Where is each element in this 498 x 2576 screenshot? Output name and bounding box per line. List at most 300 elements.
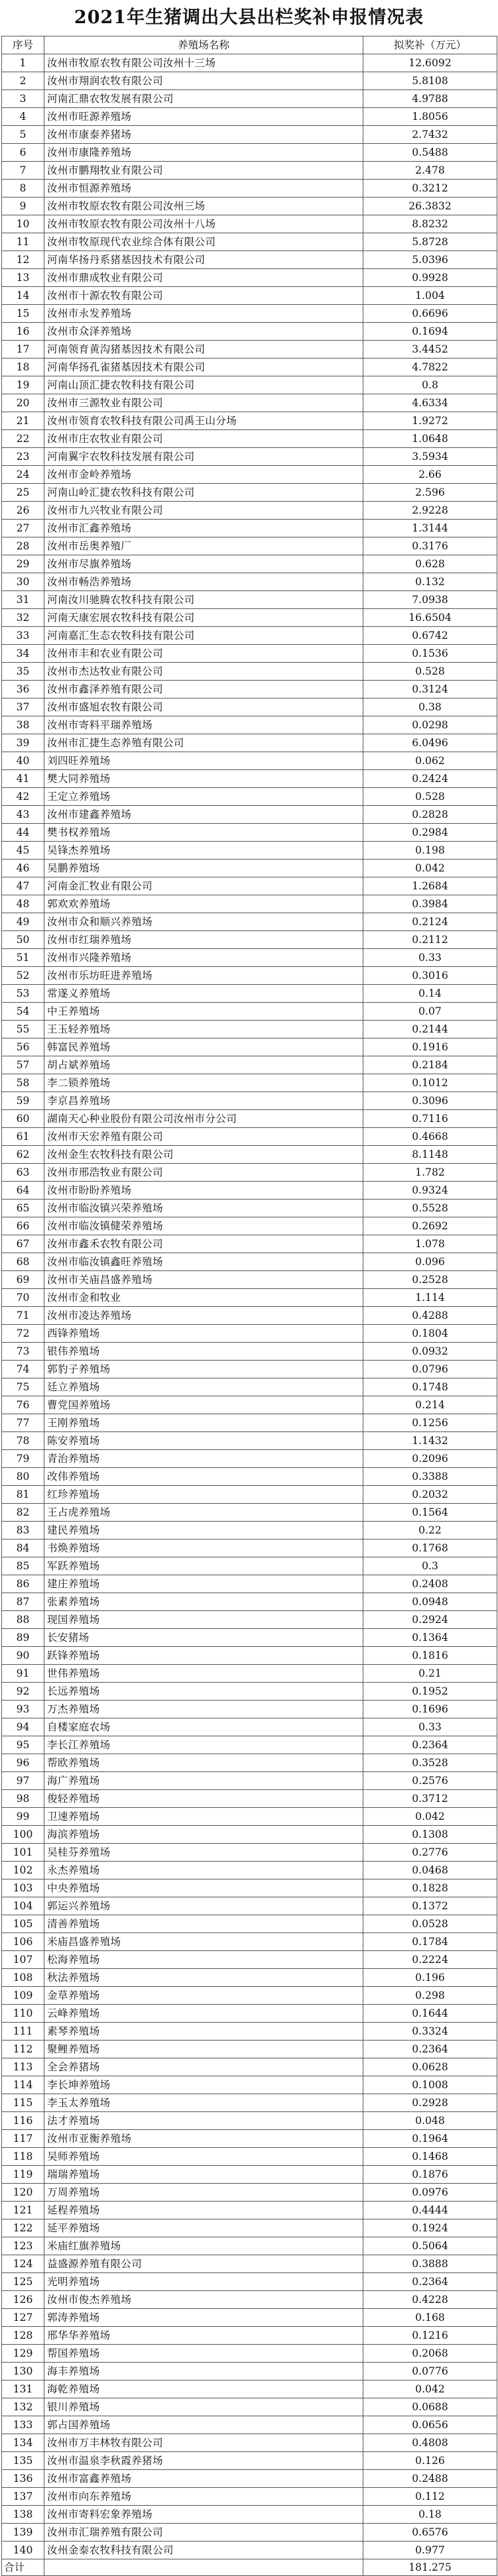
subsidy-amount: 0.3388 [363, 1468, 497, 1486]
table-row [2, 2488, 497, 2506]
subsidy-amount: 0.2984 [363, 824, 497, 842]
farm-name: 汝州市十源农牧有限公司 [44, 287, 363, 305]
row-number: 130 [2, 2363, 44, 2380]
subsidy-amount: 0.0468 [363, 1862, 497, 1879]
row-number: 73 [2, 1343, 44, 1361]
subsidy-amount: 0.3528 [363, 1754, 497, 1772]
table-row [2, 162, 497, 180]
subsidy-amount: 0.062 [363, 752, 497, 770]
table-row [2, 913, 497, 931]
table-row [2, 1110, 497, 1128]
farm-name: 廷立养殖场 [44, 1378, 363, 1396]
farm-name: 韩富民养殖场 [44, 1038, 363, 1056]
table-row [2, 1808, 497, 1826]
row-number: 88 [2, 1611, 44, 1629]
table-row [2, 1343, 497, 1361]
subsidy-amount: 0.0796 [363, 1361, 497, 1378]
table-row [2, 2112, 497, 2130]
row-number: 110 [2, 2005, 44, 2023]
table-row [2, 591, 497, 609]
subsidy-amount: 0.1916 [363, 1038, 497, 1056]
table-row [2, 90, 497, 108]
row-number: 136 [2, 2470, 44, 2488]
subsidy-amount: 0.1012 [363, 1074, 497, 1092]
farm-name: 海乾养殖场 [44, 2380, 363, 2398]
table-row [2, 2023, 497, 2041]
row-number: 52 [2, 967, 44, 985]
table-row [2, 126, 497, 144]
farm-name: 汝州市临汝镇鑫旺养殖场 [44, 1253, 363, 1271]
row-number: 91 [2, 1665, 44, 1683]
table-row [2, 108, 497, 126]
table-row [2, 2380, 497, 2398]
farm-name: 汝州市尽旗养殖场 [44, 555, 363, 573]
subsidy-amount: 2.478 [363, 162, 497, 180]
subsidy-amount: 0.2364 [363, 2041, 497, 2058]
table-row [2, 627, 497, 645]
row-number: 43 [2, 806, 44, 824]
farm-name: 改伟养殖场 [44, 1468, 363, 1486]
farm-name: 汝州市富鑫养殖场 [44, 2470, 363, 2488]
table-row [2, 2005, 497, 2023]
table-row [2, 860, 497, 877]
farm-name: 郭涛养殖场 [44, 2309, 363, 2327]
farm-name: 万周养殖场 [44, 2184, 363, 2202]
table-row [2, 2076, 497, 2094]
farm-name: 海丰养殖场 [44, 2363, 363, 2380]
farm-name: 米庙红旗养殖场 [44, 2237, 363, 2255]
table-row [2, 1074, 497, 1092]
row-number: 23 [2, 448, 44, 466]
subsidy-amount: 16.6504 [363, 609, 497, 627]
row-number: 66 [2, 1217, 44, 1235]
farm-name: 汝州市众泽养殖场 [44, 323, 363, 341]
table-row [2, 895, 497, 913]
subsidy-amount: 0.2692 [363, 1217, 497, 1235]
farm-name: 汝州金生农牧科技有限公司 [44, 1146, 363, 1164]
row-number: 4 [2, 108, 44, 126]
row-number: 101 [2, 1844, 44, 1862]
farm-name: 王玉轻养殖场 [44, 1021, 363, 1038]
subsidy-amount: 0.1536 [363, 645, 497, 663]
subsidy-amount: 0.1308 [363, 1826, 497, 1844]
row-number: 70 [2, 1289, 44, 1307]
farm-name: 瑞瑞养殖场 [44, 2166, 363, 2184]
subsidy-amount: 0.18 [363, 2506, 497, 2524]
table-row [2, 1021, 497, 1038]
farm-name: 汝州市临汝镇兴荣养殖场 [44, 1200, 363, 1217]
subsidy-amount: 0.2364 [363, 2273, 497, 2291]
table-row [2, 412, 497, 430]
subsidy-amount: 0.2576 [363, 1772, 497, 1790]
row-number: 45 [2, 842, 44, 860]
row-number: 121 [2, 2202, 44, 2219]
table-row [2, 1915, 497, 1933]
farm-name: 中央养殖场 [44, 1879, 363, 1897]
subsidy-amount: 0.2488 [363, 2470, 497, 2488]
farm-name: 汝州市牧原农牧有限公司汝州十三场 [44, 54, 363, 72]
subsidy-amount: 0.168 [363, 2309, 497, 2327]
farm-name: 汝州金泰农牧科技有限公司 [44, 2542, 363, 2559]
row-number: 112 [2, 2041, 44, 2058]
subsidy-amount: 5.0396 [363, 251, 497, 269]
farm-name: 汝州市关庙昌盛养殖场 [44, 1271, 363, 1289]
subsidy-amount: 0.048 [363, 2112, 497, 2130]
table-row [2, 2470, 497, 2488]
farm-name: 汝州市天宏养殖有限公司 [44, 1128, 363, 1146]
table-row [2, 2058, 497, 2076]
row-number: 41 [2, 770, 44, 788]
row-number: 62 [2, 1146, 44, 1164]
row-number: 83 [2, 1522, 44, 1540]
row-number: 31 [2, 591, 44, 609]
table-row [2, 359, 497, 376]
subsidy-amount: 0.2828 [363, 806, 497, 824]
table-row [2, 1987, 497, 2005]
subsidy-amount: 0.22 [363, 1522, 497, 1540]
subsidy-amount: 0.0298 [363, 716, 497, 734]
farm-name: 汝州市牧原现代农业综合体有限公司 [44, 233, 363, 251]
subsidy-amount: 0.042 [363, 860, 497, 877]
table-row [2, 1414, 497, 1432]
subsidy-amount: 0.1828 [363, 1879, 497, 1897]
subsidy-amount: 0.3712 [363, 1790, 497, 1808]
farm-name: 汝州市汇捷生态养殖有限公司 [44, 734, 363, 752]
subsidy-amount: 0.3984 [363, 895, 497, 913]
subsidy-amount: 0.2224 [363, 1951, 497, 1969]
row-number: 21 [2, 412, 44, 430]
farm-name: 曹党国养殖场 [44, 1396, 363, 1414]
table-row [2, 269, 497, 287]
row-number: 98 [2, 1790, 44, 1808]
row-number: 67 [2, 1235, 44, 1253]
row-number: 140 [2, 2542, 44, 2559]
row-number: 116 [2, 2112, 44, 2130]
table-row [2, 1164, 497, 1182]
farm-name: 河南天康宏展农牧科技有限公司 [44, 609, 363, 627]
subsidy-amount: 0.0688 [363, 2398, 497, 2416]
row-number: 77 [2, 1414, 44, 1432]
table-row [2, 1396, 497, 1414]
subsidy-amount: 0.3 [363, 1557, 497, 1575]
table-row [2, 609, 497, 627]
table-row [2, 1307, 497, 1325]
farm-name: 刘四旺养殖场 [44, 752, 363, 770]
row-number: 37 [2, 699, 44, 716]
farm-name: 自楼家庭农场 [44, 1718, 363, 1736]
farm-name: 樊书权养殖场 [44, 824, 363, 842]
table-row [2, 824, 497, 842]
farm-name: 汝州市恒源养殖场 [44, 180, 363, 197]
table-row [2, 537, 497, 555]
row-number: 6 [2, 144, 44, 162]
subsidy-amount: 0.1256 [363, 1414, 497, 1432]
row-number: 54 [2, 1003, 44, 1021]
subsidy-amount: 0.1952 [363, 1683, 497, 1701]
subsidy-amount: 2.66 [363, 466, 497, 484]
table-row [2, 72, 497, 90]
row-number: 71 [2, 1307, 44, 1325]
table-row [2, 233, 497, 251]
table-row [2, 967, 497, 985]
table-row [2, 1736, 497, 1754]
table-row [2, 2202, 497, 2219]
subsidy-amount: 0.0628 [363, 2058, 497, 2076]
subsidy-amount: 0.1816 [363, 1647, 497, 1665]
subsidy-amount: 0.2032 [363, 1486, 497, 1504]
row-number: 119 [2, 2166, 44, 2184]
row-number: 123 [2, 2237, 44, 2255]
table-row [2, 2255, 497, 2273]
subsidy-amount: 1.2684 [363, 877, 497, 895]
row-number: 24 [2, 466, 44, 484]
column-header-no: 序号 [2, 36, 44, 54]
table-row [2, 215, 497, 233]
farm-name: 李长坤养殖场 [44, 2076, 363, 2094]
subsidy-amount: 0.14 [363, 985, 497, 1003]
row-number: 8 [2, 180, 44, 197]
table-row [2, 466, 497, 484]
row-number: 16 [2, 323, 44, 341]
row-number: 134 [2, 2434, 44, 2452]
farm-name: 王刚养殖场 [44, 1414, 363, 1432]
farm-name: 海滨养殖场 [44, 1826, 363, 1844]
farm-name: 汝州市鹏翔牧业有限公司 [44, 162, 363, 180]
farm-name: 郭豹子养殖场 [44, 1361, 363, 1378]
row-number: 26 [2, 502, 44, 520]
farm-name: 汝州市永发养殖场 [44, 305, 363, 323]
subsidy-amount: 0.1694 [363, 323, 497, 341]
farm-name: 汝州市畅浩养殖场 [44, 573, 363, 591]
row-number: 30 [2, 573, 44, 591]
farm-name: 郭占国养殖场 [44, 2416, 363, 2434]
table-row [2, 394, 497, 412]
row-number: 93 [2, 1701, 44, 1718]
row-number: 114 [2, 2076, 44, 2094]
farm-name: 陈安养殖场 [44, 1432, 363, 1450]
farm-name: 汝州市翔润农牧有限公司 [44, 72, 363, 90]
subsidy-amount: 12.6092 [363, 54, 497, 72]
row-number: 115 [2, 2094, 44, 2112]
table-row [2, 1253, 497, 1271]
column-header-amount: 拟奖补（万元） [363, 36, 497, 54]
subsidy-amount: 0.2068 [363, 2345, 497, 2363]
farm-name: 汝州市丰和农业有限公司 [44, 645, 363, 663]
subsidy-amount: 0.1468 [363, 2148, 497, 2166]
row-number: 19 [2, 376, 44, 394]
farm-name: 银伟养殖场 [44, 1343, 363, 1361]
farm-name: 汝州市临汝镇健荣养殖场 [44, 1217, 363, 1235]
table-row [2, 842, 497, 860]
subsidy-amount: 0.1008 [363, 2076, 497, 2094]
subsidy-amount: 0.0976 [363, 2184, 497, 2202]
subsidy-amount: 0.1696 [363, 1701, 497, 1718]
subsidy-amount: 0.07 [363, 1003, 497, 1021]
farm-name: 河南华扬孔雀猪基因技术有限公司 [44, 359, 363, 376]
subsidy-amount: 1.114 [363, 1289, 497, 1307]
subsidy-amount: 0.2112 [363, 931, 497, 949]
farm-name: 米庙昌盛养殖场 [44, 1933, 363, 1951]
farm-name: 素琴养殖场 [44, 2023, 363, 2041]
table-row [2, 770, 497, 788]
subsidy-amount: 0.5064 [363, 2237, 497, 2255]
row-number: 17 [2, 341, 44, 359]
farm-name: 汝州市金和牧业 [44, 1289, 363, 1307]
farm-name: 邢华华养殖场 [44, 2327, 363, 2345]
table-row [2, 1665, 497, 1683]
row-number: 94 [2, 1718, 44, 1736]
table-row [2, 2041, 497, 2058]
row-number: 128 [2, 2327, 44, 2345]
table-row [2, 716, 497, 734]
farm-name: 汝州市金岭养殖场 [44, 466, 363, 484]
table-row [2, 949, 497, 967]
farm-name: 汝州市邢浩牧业有限公司 [44, 1164, 363, 1182]
table-row [2, 2273, 497, 2291]
table-row [2, 251, 497, 269]
farm-name: 银川养殖场 [44, 2398, 363, 2416]
total-spacer-cell [44, 2559, 363, 2576]
farm-name: 吴锋杰养殖场 [44, 842, 363, 860]
table-row [2, 1951, 497, 1969]
subsidy-amount: 0.132 [363, 573, 497, 591]
farm-name: 建庄养殖场 [44, 1575, 363, 1593]
farm-name: 汝州市牧原农牧有限公司汝州十八场 [44, 215, 363, 233]
farm-name: 李玉太养殖场 [44, 2094, 363, 2112]
subsidy-amount: 0.126 [363, 2452, 497, 2470]
farm-name: 中王养殖场 [44, 1003, 363, 1021]
subsidy-amount: 0.2528 [363, 1271, 497, 1289]
total-amount: 181.275 [363, 2559, 497, 2576]
farm-name: 河南华扬丹系猪基因技术有限公司 [44, 251, 363, 269]
row-number: 51 [2, 949, 44, 967]
farm-name: 河南汝川驰腾农牧科技有限公司 [44, 591, 363, 609]
table-row [2, 2434, 497, 2452]
subsidy-amount: 0.0528 [363, 1915, 497, 1933]
subsidy-amount: 4.7822 [363, 359, 497, 376]
subsidy-amount: 3.4452 [363, 341, 497, 359]
row-number: 90 [2, 1647, 44, 1665]
table-row [2, 1522, 497, 1540]
farm-name: 汝州市汇鑫养殖场 [44, 520, 363, 537]
row-number: 61 [2, 1128, 44, 1146]
subsidy-amount: 0.0776 [363, 2363, 497, 2380]
subsidy-table [1, 36, 497, 2576]
subsidy-amount: 0.298 [363, 1987, 497, 2005]
farm-name: 聚鲤养殖场 [44, 2041, 363, 2058]
farm-name: 益盛源养殖有限公司 [44, 2255, 363, 2273]
row-number: 126 [2, 2291, 44, 2309]
table-row [2, 1217, 497, 1235]
subsidy-amount: 0.4228 [363, 2291, 497, 2309]
subsidy-amount: 0.6742 [363, 627, 497, 645]
subsidy-amount: 0.214 [363, 1396, 497, 1414]
farm-name: 现国养殖场 [44, 1611, 363, 1629]
row-number: 57 [2, 1056, 44, 1074]
table-row [2, 1611, 497, 1629]
farm-name: 红珍养殖场 [44, 1486, 363, 1504]
row-number: 5 [2, 126, 44, 144]
table-row [2, 1897, 497, 1915]
farm-name: 汝州市三源牧业有限公司 [44, 394, 363, 412]
row-number: 96 [2, 1754, 44, 1772]
row-number: 118 [2, 2148, 44, 2166]
farm-name: 俊轻养殖场 [44, 1790, 363, 1808]
table-row [2, 1718, 497, 1736]
row-number: 105 [2, 1915, 44, 1933]
row-number: 25 [2, 484, 44, 502]
subsidy-amount: 7.0938 [363, 591, 497, 609]
row-number: 137 [2, 2488, 44, 2506]
table-row [2, 1879, 497, 1897]
table-row [2, 2166, 497, 2184]
farm-name: 汝州市鑫禾农牧有限公司 [44, 1235, 363, 1253]
row-number: 49 [2, 913, 44, 931]
row-number: 129 [2, 2345, 44, 2363]
table-row [2, 430, 497, 448]
row-number: 68 [2, 1253, 44, 1271]
subsidy-amount: 0.096 [363, 1253, 497, 1271]
table-row [2, 931, 497, 949]
farm-name: 汝州市俊杰养殖场 [44, 2291, 363, 2309]
farm-name: 松海养殖场 [44, 1951, 363, 1969]
row-number: 64 [2, 1182, 44, 1200]
table-row [2, 1826, 497, 1844]
table-row [2, 1629, 497, 1647]
subsidy-amount: 6.0496 [363, 734, 497, 752]
table-row [2, 1092, 497, 1110]
row-number: 69 [2, 1271, 44, 1289]
subsidy-amount: 2.9228 [363, 502, 497, 520]
subsidy-amount: 0.3888 [363, 2255, 497, 2273]
row-number: 108 [2, 1969, 44, 1987]
table-row [2, 985, 497, 1003]
subsidy-amount: 0.2424 [363, 770, 497, 788]
farm-name: 卫速养殖场 [44, 1808, 363, 1826]
row-number: 124 [2, 2255, 44, 2273]
table-row [2, 1790, 497, 1808]
row-number: 132 [2, 2398, 44, 2416]
subsidy-amount: 0.2184 [363, 1056, 497, 1074]
farm-name: 汝州市寄料平瑞养殖场 [44, 716, 363, 734]
table-row [2, 1325, 497, 1343]
table-row [2, 1450, 497, 1468]
subsidy-amount: 1.9272 [363, 412, 497, 430]
row-number: 106 [2, 1933, 44, 1951]
row-number: 3 [2, 90, 44, 108]
subsidy-amount: 0.9324 [363, 1182, 497, 1200]
table-header-row [2, 36, 497, 54]
table-row [2, 681, 497, 699]
row-number: 28 [2, 537, 44, 555]
farm-name: 云峰养殖场 [44, 2005, 363, 2023]
subsidy-amount: 0.7116 [363, 1110, 497, 1128]
farm-name: 河南嘉汇生态农牧科技有限公司 [44, 627, 363, 645]
row-number: 56 [2, 1038, 44, 1056]
farm-name: 河南山顶汇捷农牧科技有限公司 [44, 376, 363, 394]
subsidy-amount: 0.2924 [363, 1611, 497, 1629]
farm-name: 世伟养殖场 [44, 1665, 363, 1683]
table-row [2, 1772, 497, 1790]
row-number: 107 [2, 1951, 44, 1969]
table-row [2, 448, 497, 466]
row-number: 127 [2, 2309, 44, 2327]
table-row [2, 376, 497, 394]
table-row [2, 144, 497, 162]
table-body [2, 54, 497, 2559]
subsidy-amount: 0.2928 [363, 2094, 497, 2112]
table-row [2, 806, 497, 824]
